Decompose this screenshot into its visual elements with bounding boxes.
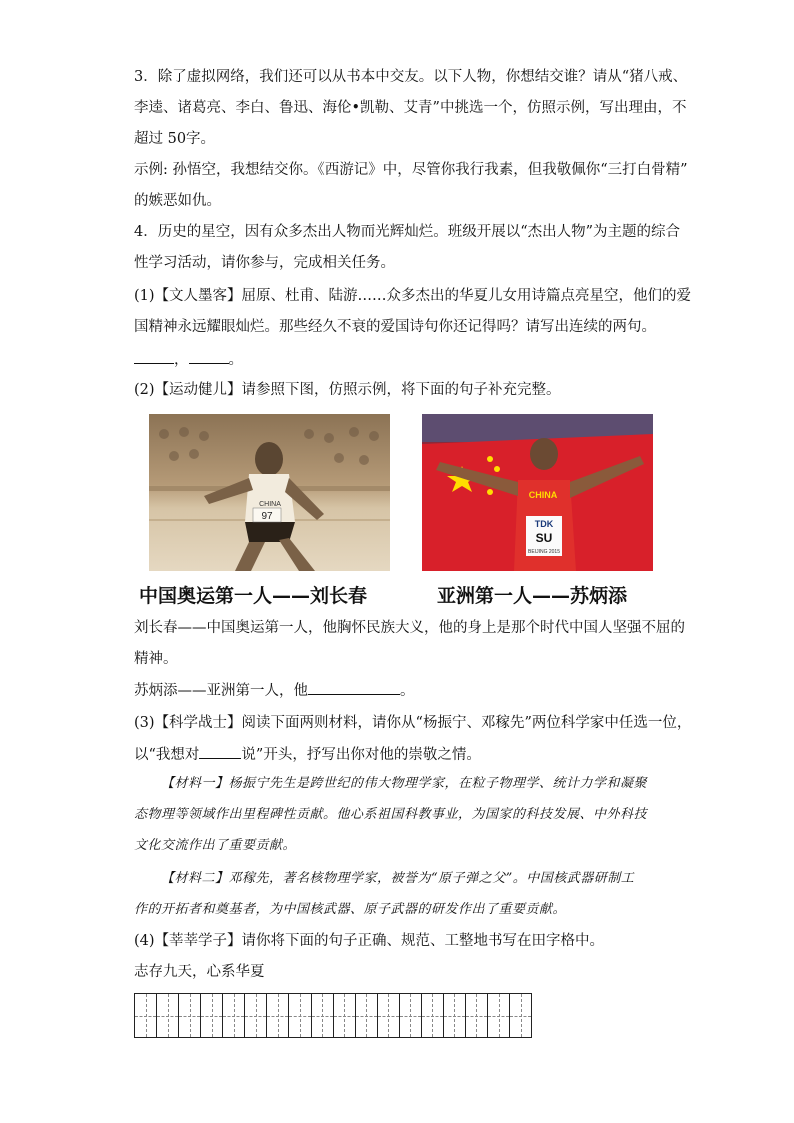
q3-line-1: 3．除了虚拟网络，我们还可以从书本中交友。以下人物，你想结交谁？请从“猪八戒、 bbox=[134, 69, 688, 85]
right-bib-city: BEIJING 2015 bbox=[528, 549, 560, 555]
liu-changchun-photo bbox=[149, 414, 390, 571]
tianzige-cell[interactable] bbox=[422, 994, 444, 1037]
q3-line-3: 超过 50字。 bbox=[134, 131, 216, 147]
tianzige-cell[interactable] bbox=[289, 994, 311, 1037]
right-bib-brand: TDK bbox=[534, 519, 554, 529]
tianzige-cell[interactable] bbox=[245, 994, 267, 1037]
q4-p1-line-1: (1)【文人墨客】屈原、杜甫、陆游……众多杰出的华夏儿女用诗篇点亮星空，他们的爱 bbox=[134, 288, 692, 304]
right-shirt-text: CHINA bbox=[528, 490, 558, 500]
task-blank[interactable] bbox=[308, 679, 400, 695]
tianzige-cell[interactable] bbox=[135, 994, 157, 1037]
material-2-line-1: 【材料二】邓稼先，著名核物理学家，被誉为“原子弹之父”。中国核武器研制工 bbox=[161, 871, 635, 886]
tianzige-cell[interactable] bbox=[466, 994, 488, 1037]
q4-p4-title: (4)【莘莘学子】请你将下面的句子正确、规范、工整地书写在田字格中。 bbox=[134, 933, 605, 949]
tianzige-cell[interactable] bbox=[378, 994, 400, 1037]
tianzige-cell[interactable] bbox=[488, 994, 510, 1037]
q4-p2-title: (2)【运动健儿】请参照下图，仿照示例，将下面的句子补充完整。 bbox=[134, 382, 561, 398]
q4-p2-example-1: 刘长春——中国奥运第一人，他胸怀民族大义，他的身上是那个时代中国人坚强不屈的 bbox=[134, 620, 685, 636]
tianzige-cell[interactable] bbox=[267, 994, 289, 1037]
p3-suffix: 说”开头，抒写出你对他的崇敬之情。 bbox=[241, 747, 481, 763]
q3-example-1: 示例: 孙悟空，我想结交你。《西游记》中，尽管你我行我素，但我敬佩你“三打白骨精” bbox=[134, 162, 688, 178]
task-suffix: 。 bbox=[400, 683, 415, 699]
q4-p3-line-2 bbox=[134, 743, 481, 766]
tianzige-cell[interactable] bbox=[179, 994, 201, 1037]
tianzige-cell[interactable] bbox=[223, 994, 245, 1037]
answer-blank-1[interactable] bbox=[134, 348, 174, 364]
answer-comma: ， bbox=[174, 352, 189, 368]
q4-p1-answer-line bbox=[134, 348, 243, 371]
tianzige-cell[interactable] bbox=[356, 994, 378, 1037]
left-shirt-text: CHINA bbox=[259, 501, 281, 508]
left-bib-number: 97 bbox=[261, 511, 273, 522]
material-1-line-3: 文化交流作出了重要贡献。 bbox=[134, 838, 297, 853]
q3-example-2: 的嫉恶如仇。 bbox=[134, 193, 221, 209]
tianzige-cell[interactable] bbox=[444, 994, 466, 1037]
p3-prefix: 以“我想对 bbox=[134, 747, 200, 763]
material-1-line-2: 态物理等领域作出里程碑性贡献。他心系祖国科教事业，为国家的科技发展、中外科技 bbox=[134, 807, 648, 822]
q4-p1-line-2: 国精神永远耀眼灿烂。那些经久不衰的爱国诗句你还记得吗？请写出连续的两句。 bbox=[134, 319, 656, 335]
p3-blank[interactable] bbox=[199, 743, 241, 759]
q4-p2-example-2: 精神。 bbox=[134, 651, 178, 667]
q3-line-2: 李逵、诸葛亮、李白、鲁迅、海伦•凯勒、艾青”中挑选一个，仿照示例，写出理由，不 bbox=[134, 100, 687, 116]
tianzige-cell[interactable] bbox=[334, 994, 356, 1037]
tianzige-cell[interactable] bbox=[312, 994, 334, 1037]
material-2-line-2: 作的开拓者和奠基者，为中国核武器、原子武器的研发作出了重要贡献。 bbox=[134, 902, 567, 917]
tianzige-grid[interactable] bbox=[134, 993, 532, 1038]
task-prefix: 苏炳添——亚洲第一人，他 bbox=[134, 683, 308, 699]
q4-p4-sentence: 志存九天，心系华夏 bbox=[134, 964, 265, 980]
tianzige-cell[interactable] bbox=[510, 994, 531, 1037]
tianzige-cell[interactable] bbox=[400, 994, 422, 1037]
q4-line-2: 性学习活动，请你参与，完成相关任务。 bbox=[134, 255, 395, 271]
su-bingtian-photo bbox=[422, 414, 653, 571]
right-bib-name: SU bbox=[535, 531, 553, 545]
tianzige-cell[interactable] bbox=[201, 994, 223, 1037]
q4-p3-line-1: (3)【科学战士】阅读下面两则材料，请你从“杨振宁、邓稼先”两位科学家中任选一位， bbox=[134, 715, 692, 731]
answer-period: 。 bbox=[228, 352, 243, 368]
caption-su-bingtian: 亚洲第一人——苏炳添 bbox=[437, 585, 628, 607]
q4-line-1: 4．历史的星空，因有众多杰出人物而光辉灿烂。班级开展以“杰出人物”为主题的综合 bbox=[134, 224, 681, 240]
q4-p2-task bbox=[134, 679, 415, 702]
answer-blank-2[interactable] bbox=[189, 348, 229, 364]
tianzige-cell[interactable] bbox=[157, 994, 179, 1037]
caption-liu-changchun: 中国奥运第一人——刘长春 bbox=[139, 585, 368, 607]
material-1-line-1: 【材料一】杨振宁先生是跨世纪的伟大物理学家，在粒子物理学、统计力学和凝聚 bbox=[161, 776, 648, 791]
